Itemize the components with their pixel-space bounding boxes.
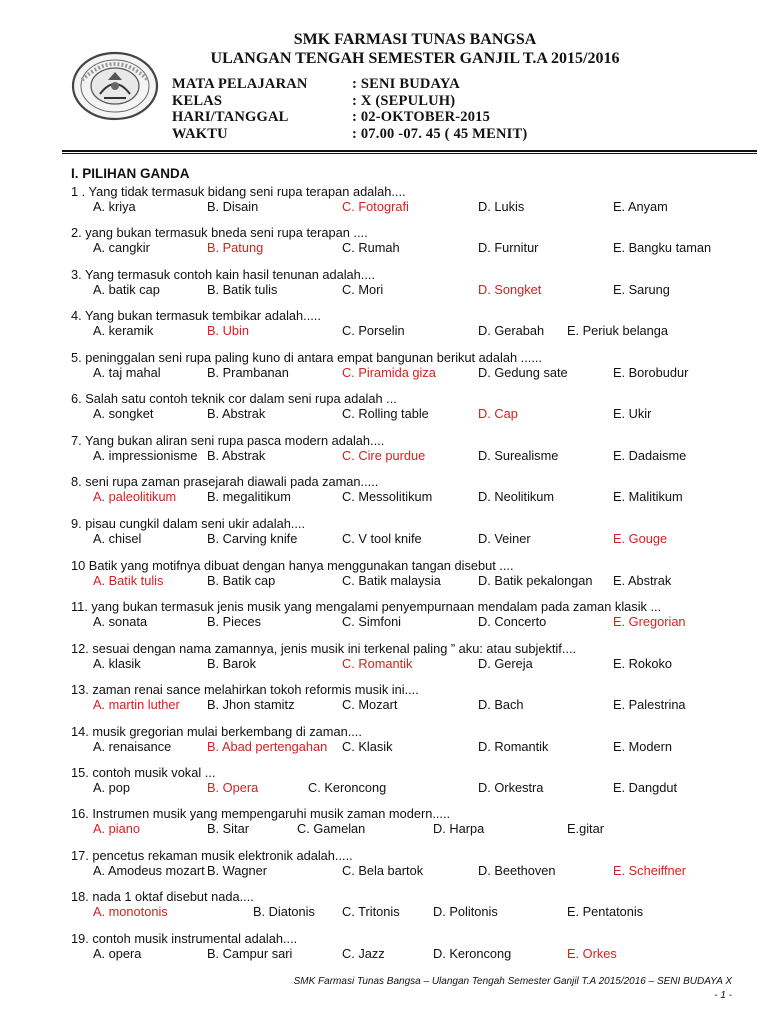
option: C. Jazz [342,946,385,961]
question-item [0,724,768,764]
option: C. Klasik [342,739,393,754]
option: A. songket [93,406,154,421]
option: A. impressionisme [93,448,198,463]
option: D. Bach [478,697,524,712]
option: E. Periuk belanga [567,323,669,338]
option: A. renaisance [93,739,172,754]
answer-option: E. Gregorian [613,614,686,629]
option: E. Dangdut [613,780,678,795]
question-text: 6. Salah satu contoh teknik cor dalam seni rupa adalah ... [71,391,397,406]
question-text: 5. peninggalan seni rupa paling kuno di antara empat bangunan berikut adalah ...... [71,350,542,365]
option: D. Gerabah [478,323,545,338]
option: D. Orkestra [478,780,544,795]
question-item [0,225,768,265]
option: D. Batik pekalongan [478,573,593,588]
option: A. taj mahal [93,365,161,380]
option: E. Malitikum [613,489,683,504]
option: B. Abstrak [207,448,266,463]
option: B. Wagner [207,863,267,878]
question-item [0,931,768,971]
option: D. Beethoven [478,863,556,878]
option: E. Rokoko [613,656,673,671]
question-text: 18. nada 1 oktaf disebut nada.... [71,889,254,904]
option: D. Lukis [478,199,525,214]
question-item [0,308,768,348]
option: D. Gereja [478,656,533,671]
option: A. keramik [93,323,154,338]
option: B. Prambanan [207,365,289,380]
option: D. Politonis [433,904,498,919]
option: D. Keroncong [433,946,512,961]
answer-option: D. Cap [478,406,518,421]
answer-option: A. Batik tulis [93,573,164,588]
option: B. Jhon stamitz [207,697,295,712]
answer-option: E. Orkes [567,946,617,961]
option: B. megalitikum [207,489,291,504]
option: C. Porselin [342,323,405,338]
option: C. Batik malaysia [342,573,441,588]
option: C. Tritonis [342,904,400,919]
answer-option: A. martin luther [93,697,180,712]
option: E. Modern [613,739,673,754]
answer-option: B. Patung [207,240,264,255]
question-item [0,765,768,805]
option: C. Simfoni [342,614,402,629]
question-item [0,848,768,888]
exam-header [0,0,768,160]
info-label: WAKTU [172,126,228,142]
answer-option: D. Songket [478,282,542,297]
info-value: : X (SEPULUH) [352,93,456,109]
option: A. chisel [93,531,142,546]
option: E. Pentatonis [567,904,644,919]
section-title: I. PILIHAN GANDA [71,166,190,181]
option: E. Anyam [613,199,668,214]
info-label: MATA PELAJARAN [172,76,308,92]
option: E. Ukir [613,406,652,421]
option: A. batik cap [93,282,160,297]
question-text: 8. seni rupa zaman prasejarah diawali pada zaman..... [71,474,379,489]
option: E. Borobudur [613,365,689,380]
question-item [0,433,768,473]
question-item [0,516,768,556]
option: E. Dadaisme [613,448,687,463]
question-text: 17. pencetus rekaman musik elektronik adalah..... [71,848,353,863]
header-divider [62,150,757,154]
option: B. Batik tulis [207,282,278,297]
answer-option: E. Scheiffner [613,863,687,878]
info-label: HARI/TANGGAL [172,109,289,125]
question-text: 11. yang bukan termasuk jenis musik yang mengalami penyempurnaan mendalam pada zaman klasik ... [71,599,662,614]
answer-option: B. Abad pertengahan [207,739,328,754]
question-item [0,558,768,598]
option: A. Amodeus mozart [93,863,205,878]
option: C. Messolitikum [342,489,433,504]
option: C. Rolling table [342,406,429,421]
option: A. cangkir [93,240,150,255]
question-item [0,806,768,846]
option: C. Keroncong [308,780,387,795]
answer-option: A. piano [93,821,140,836]
footer-text: SMK Farmasi Tunas Bangsa – Ulangan Tengah Semester Ganjil T.A 2015/2016 – SENI BUDAYA X [293,976,732,987]
option: B. Sitar [207,821,249,836]
option: B. Pieces [207,614,262,629]
option: B. Carving knife [207,531,298,546]
option: E. Abstrak [613,573,672,588]
option: D. Romantik [478,739,549,754]
question-text: 16. Instrumen musik yang mempengaruhi musik zaman modern..... [71,806,451,821]
option: A. sonata [93,614,148,629]
option: D. Concerto [478,614,547,629]
question-text: 13. zaman renai sance melahirkan tokoh reformis musik ini.... [71,682,419,697]
option: B. Disain [207,199,259,214]
option: E. Sarung [613,282,670,297]
option: D. Harpa [433,821,485,836]
option: A. pop [93,780,130,795]
answer-option: C. Piramida giza [342,365,436,380]
question-text: 2. yang bukan termasuk bneda seni rupa terapan .... [71,225,368,240]
question-item [0,641,768,681]
exam-title: ULANGAN TENGAH SEMESTER GANJIL T.A 2015/2016 [210,50,620,67]
answer-option: B. Opera [207,780,259,795]
question-item [0,599,768,639]
question-text: 14. musik gregorian mulai berkembang di zaman.... [71,724,362,739]
question-text: 12. sesuai dengan nama zamannya, jenis musik ini terkenal paling ” aku: atau subjektif.... [71,641,577,656]
option: D. Furnitur [478,240,539,255]
answer-option: B. Ubin [207,323,249,338]
question-item [0,267,768,307]
option: C. V tool knife [342,531,422,546]
answer-option: A. monotonis [93,904,168,919]
answer-option: C. Cire purdue [342,448,426,463]
info-value: : 07.00 -07. 45 ( 45 MENIT) [352,126,528,142]
question-item [0,350,768,390]
question-text: 9. pisau cungkil dalam seni ukir adalah.... [71,516,306,531]
option: A. klasik [93,656,141,671]
option: D. Veiner [478,531,531,546]
option: D. Gedung sate [478,365,568,380]
question-item [0,391,768,431]
option: C. Mori [342,282,384,297]
question-item [0,889,768,929]
question-item [0,474,768,514]
question-item [0,184,768,224]
question-text: 7. Yang bukan aliran seni rupa pasca modern adalah.... [71,433,385,448]
question-text: 15. contoh musik vokal ... [71,765,216,780]
option: C. Gamelan [297,821,366,836]
school-name: SMK FARMASI TUNAS BANGSA [293,31,537,48]
option: E.gitar [567,821,604,836]
info-label: KELAS [172,93,223,109]
question-text: 1 . Yang tidak termasuk bidang seni rupa terapan adalah.... [71,184,406,199]
question-text: 10 Batik yang motifnya dibuat dengan hanya menggunakan tangan disebut .... [71,558,514,573]
info-value: : 02-OKTOBER-2015 [352,109,491,125]
question-text: 19. contoh musik instrumental adalah.... [71,931,298,946]
option: B. Campur sari [207,946,293,961]
answer-option: A. paleolitikum [93,489,177,504]
option: C. Bela bartok [342,863,424,878]
option: B. Barok [207,656,257,671]
option: B. Batik cap [207,573,276,588]
option: E. Bangku taman [613,240,712,255]
info-value: : SENI BUDAYA [352,76,460,92]
option: A. kriya [93,199,136,214]
option: D. Surealisme [478,448,559,463]
option: C. Mozart [342,697,398,712]
option: B. Abstrak [207,406,266,421]
question-item [0,682,768,722]
question-text: 4. Yang bukan termasuk tembikar adalah..... [71,308,321,323]
option: E. Palestrina [613,697,686,712]
option: C. Rumah [342,240,400,255]
option: A. opera [93,946,142,961]
question-text: 3. Yang termasuk contoh kain hasil tenunan adalah.... [71,267,376,282]
option: D. Neolitikum [478,489,555,504]
answer-option: C. Fotografi [342,199,409,214]
answer-option: E. Gouge [613,531,668,546]
page-number: - 1 - [714,990,732,1001]
answer-option: C. Romantik [342,656,413,671]
option: B. Diatonis [253,904,315,919]
